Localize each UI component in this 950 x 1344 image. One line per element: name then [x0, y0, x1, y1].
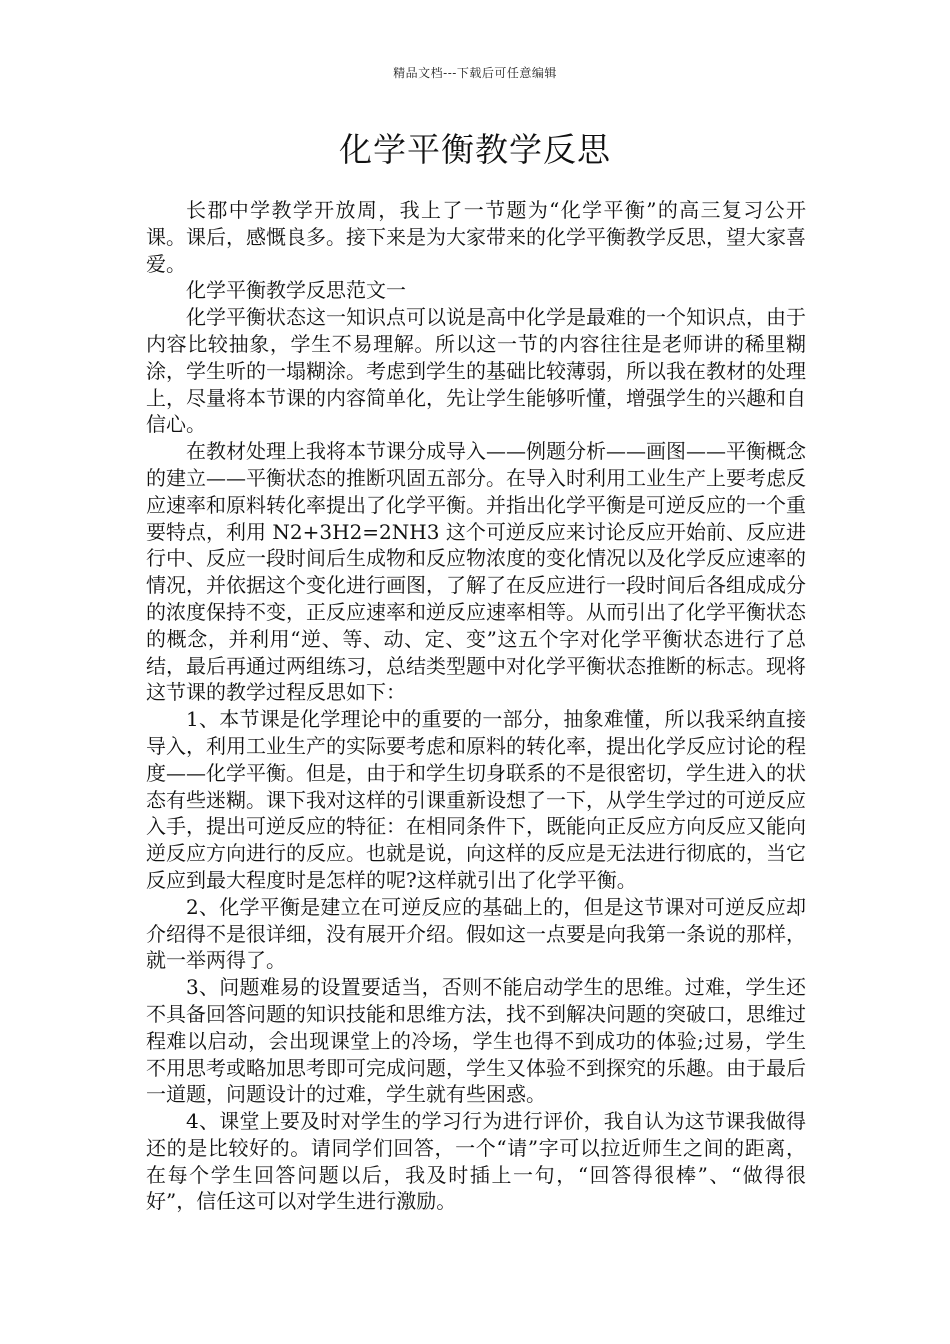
paragraph: 在教材处理上我将本节课分成导入——例题分析——画图——平衡概念的建立——平衡状态的推断巩固五部分。在导入时利用工业生产上要考虑反应速率和原料转化率提出了化学平衡。并指出化学平衡是可逆反应的一个重要特点，利用 N2+3H2=2NH3 这个可逆反应来讨论反应开始前、反应进行中、反应一段时间后生成物和反应物浓度的变化情况以及化学反应速率的情况，并依据这个变化进行画图，了解了在反应进行一段时间后各组成成分的浓度保持不变，正反应速率和逆反应速率相等。从而引出了化学平衡状态的概念，并利用“逆、等、动、定、变”这五个字对化学平衡状态进行了总结，最后再通过两组练习，总结类型题中对化学平衡状态推断的标志。现将这节课的教学过程反思如下：: [146, 439, 806, 705]
paragraph-item-4: 4、课堂上要及时对学生的学习行为进行评价，我自认为这节课我做得还的是比较好的。请同学们回答，一个“请”字可以拉近师生之间的距离，在每个学生回答问题以后，我及时插上一句，“回答得很棒”、“做得很好”，信任这可以对学生进行激励。: [146, 1109, 806, 1214]
paragraph-item-3: 3、问题难易的设置要适当，否则不能启动学生的思维。过难，学生还不具备回答问题的知识技能和思维方法，找不到解决问题的突破口，思维过程难以启动，会出现课堂上的冷场，学生也得不到成功的体验;过易，学生不用思考或略加思考即可完成问题，学生又体验不到探究的乐趣。由于最后一道题，问题设计的过难，学生就有些困惑。: [146, 975, 806, 1107]
paragraph-item-1: 1、本节课是化学理论中的重要的一部分，抽象难懂，所以我采纳直接导入，利用工业生产的实际要考虑和原料的转化率，提出化学反应讨论的程度——化学平衡。但是，由于和学生切身联系的不是很密切，学生进入的状态有些迷糊。课下我对这样的引课重新设想了一下，从学生学过的可逆反应入手，提出可逆反应的特征：在相同条件下，既能向正反应方向反应又能向逆反应方向进行的反应。也就是说，向这样的反应是无法进行彻底的，当它反应到最大程度时是怎样的呢?这样就引出了化学平衡。: [146, 707, 806, 892]
paragraph-item-2: 2、化学平衡是建立在可逆反应的基础上的，但是这节课对可逆反应却介绍得不是很详细，没有展开介绍。假如这一点要是向我第一条说的那样，就一举两得了。: [146, 894, 806, 973]
paragraph: 化学平衡状态这一知识点可以说是高中化学是最难的一个知识点，由于内容比较抽象，学生不易理解。所以这一节的内容往往是老师讲的稀里糊涂，学生听的一塌糊涂。考虑到学生的基础比较薄弱，所以我在教材的处理上，尽量将本节课的内容简单化，先让学生能够听懂，增强学生的兴趣和自信心。: [146, 305, 806, 437]
document-body: [146, 197, 806, 1215]
paragraph-intro: 长郡中学教学开放周，我上了一节题为“化学平衡”的高三复习公开课。课后，感慨良多。接下来是为大家带来的化学平衡教学反思，望大家喜爱。: [146, 198, 806, 276]
section-heading: 化学平衡教学反思范文一: [186, 278, 406, 303]
document-title: 化学平衡教学反思: [339, 130, 611, 169]
page-header: 精品文档---下载后可任意编辑: [393, 66, 557, 80]
